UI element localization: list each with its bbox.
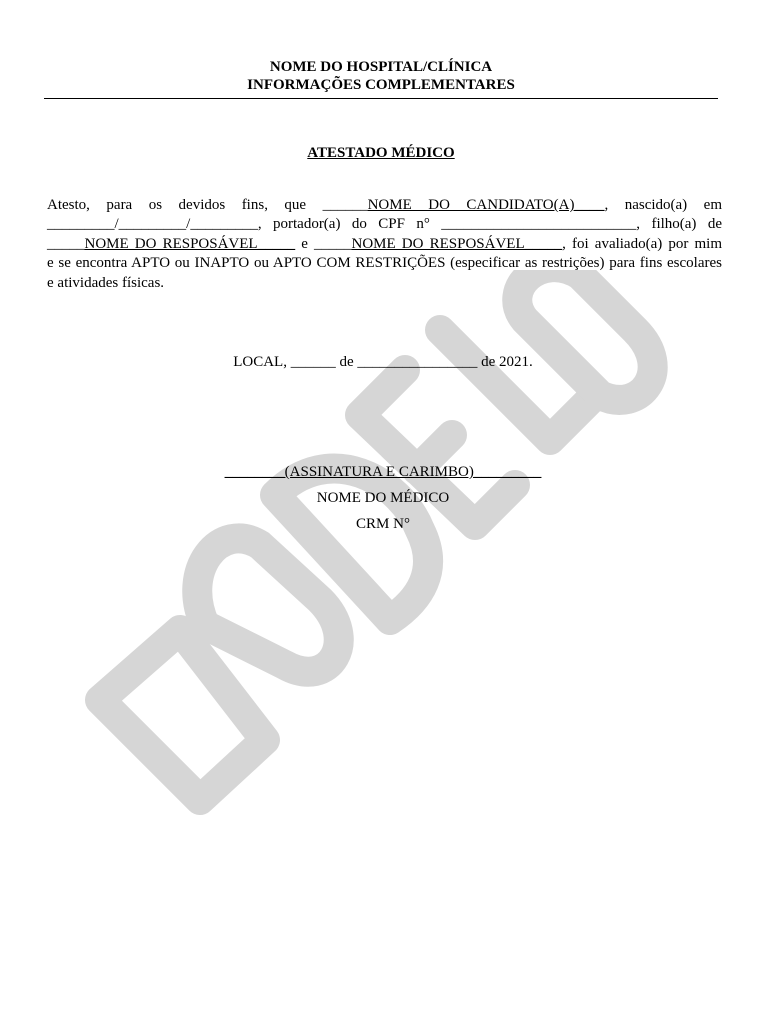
body-text-1a: Atesto, para os devidos fins, que ______ <box>47 197 368 213</box>
location-date-line: LOCAL, ______ de ________________ de 2021. <box>233 354 533 370</box>
crm-number: CRM N° <box>356 516 410 532</box>
body-text-3c: , foi avaliado(a) por mim <box>562 235 722 252</box>
hospital-name: NOME DO HOSPITAL/CLÍNICA <box>269 59 493 75</box>
certificate-body <box>47 196 722 293</box>
body-line-2: _________/_________/_________, portador(a) do CPF n° __________________________, filho(a) de <box>47 216 722 233</box>
body-line-4: e se encontra APTO ou INAPTO ou APTO COM RESTRIÇÕES (especificar as restrições) para fins escolares <box>47 255 722 272</box>
body-line-3 <box>47 235 722 254</box>
complementary-info: INFORMAÇÕES COMPLEMENTARES <box>247 77 515 93</box>
body-line-1 <box>47 196 722 215</box>
signature-line-text: ________(ASSINATURA E CARIMBO)_________ <box>224 464 542 480</box>
body-line-5: e atividades físicas. <box>47 274 165 291</box>
document-header <box>44 58 718 94</box>
header-divider <box>44 98 718 99</box>
signature-line <box>44 459 722 485</box>
candidate-name-field: NOME DO CANDIDATO(A)____ <box>367 197 605 213</box>
body-text-3a: _____ <box>47 235 85 252</box>
title-text: ATESTADO MÉDICO <box>307 145 455 161</box>
body-text-1b: , nascido(a) em <box>604 197 722 213</box>
doctor-name: NOME DO MÉDICO <box>316 490 450 506</box>
body-text-3b: e _____ <box>295 235 352 252</box>
guardian-1-field: NOME DO RESPOSÁVEL_____ <box>84 235 296 252</box>
guardian-2-field: NOME DO RESPOSÁVEL_____ <box>351 235 563 252</box>
signature-block <box>44 459 722 537</box>
document-title <box>44 144 718 162</box>
